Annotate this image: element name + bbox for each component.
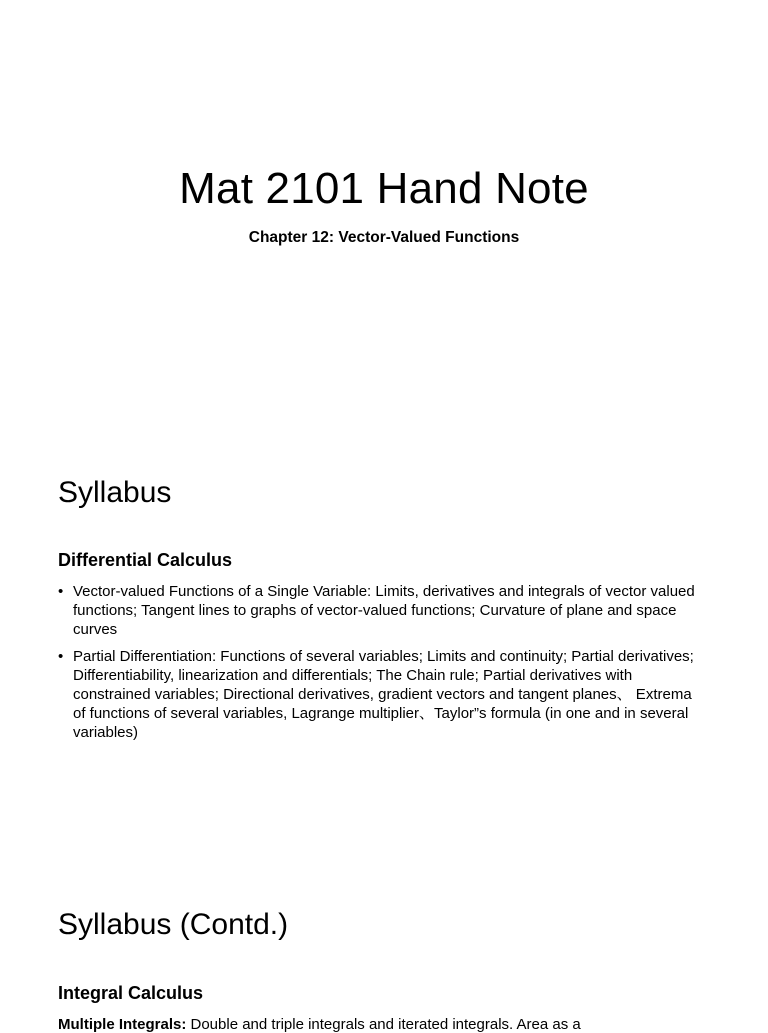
integral-calculus-heading: Integral Calculus: [58, 983, 204, 1003]
bullet-icon: •: [58, 583, 64, 600]
title-slide: [0, 0, 768, 430]
chapter-subtitle: Chapter 12: Vector-Valued Functions: [248, 229, 520, 246]
bullet-icon: •: [58, 648, 64, 665]
bullet-text: Partial Differentiation: Functions of several variables; Limits and continuity; Partial derivatives; Differentiability, linearization and differentials; The Chain rule; Partial derivatives with constrained variables; Directional derivatives, gradient vectors and tangent planes、 Extrema of functions of several variables, Lagrange multiplier、Taylor”s formula (in one and in several variables): [73, 648, 694, 741]
bullet-text: Vector-valued Functions of a Single Variable: Limits, derivatives and integrals of vector valued functions; Tangent lines to graphs of vector-valued functions; Curvature of plane and space curves: [73, 583, 695, 638]
syllabus-heading: Syllabus: [58, 476, 172, 509]
syllabus-contd-slide: [0, 862, 768, 1033]
multiple-integrals-line: [58, 1016, 581, 1033]
syllabus-bullet-list: [58, 582, 708, 750]
document-title: Mat 2101 Hand Note: [179, 164, 589, 213]
differential-calculus-heading: Differential Calculus: [58, 550, 233, 570]
multiple-integrals-text: Double and triple integrals and iterated integrals. Area as a: [186, 1016, 581, 1033]
multiple-integrals-label: Multiple Integrals:: [58, 1016, 187, 1033]
list-item: [58, 647, 708, 742]
list-item: [58, 582, 708, 639]
syllabus-contd-heading: Syllabus (Contd.): [58, 908, 289, 941]
syllabus-slide: [0, 430, 768, 860]
